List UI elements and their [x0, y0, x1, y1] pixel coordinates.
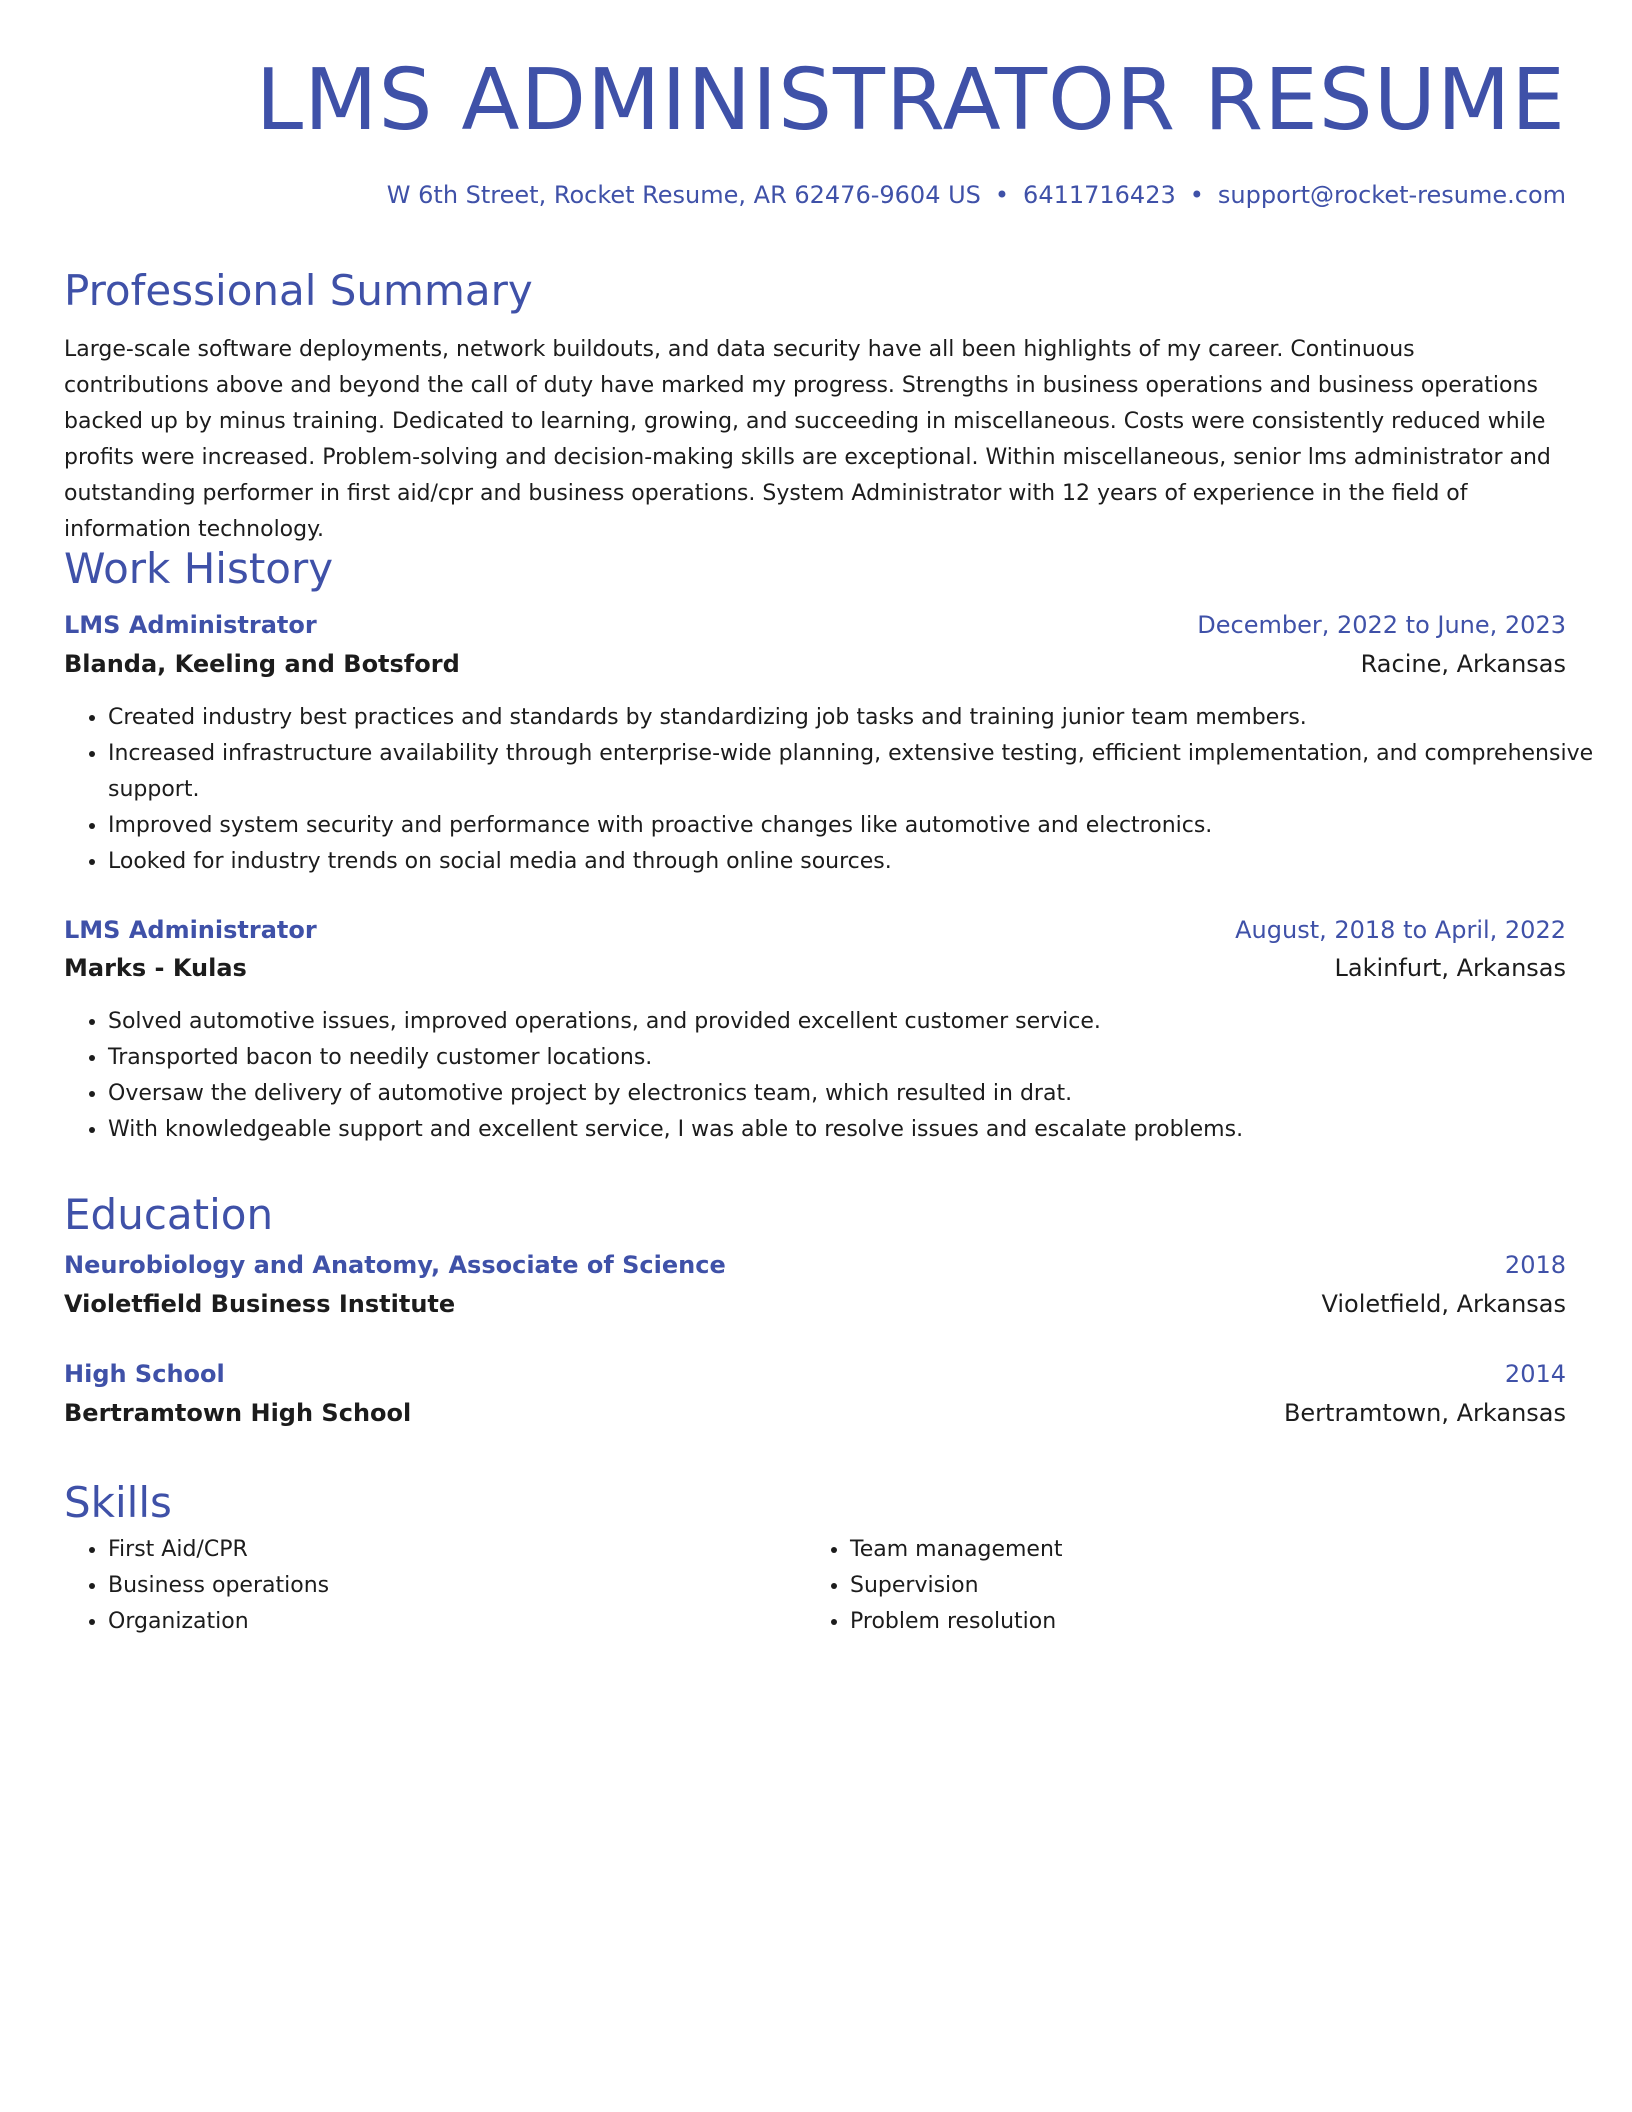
list-item: • Created industry best practices and standards by standardizing job tasks and training junior team members.	[108, 700, 1610, 736]
job-bullets	[64, 1004, 1610, 1148]
job-bullets	[64, 700, 1610, 880]
phone: 6411716423	[1023, 181, 1176, 209]
summary-text: Large-scale software deployments, network buildouts, and data security have all been highlights of my career. Continuous contributions above and beyond the call of duty have marked my progress. Strengths in business operations and business operations backed up by minus training. Dedicated to learning, growing, and succeeding in miscellaneous. Costs were consistently reduced while profits were increased. Problem-solving and decision-making skills are exceptional. Within miscellaneous, senior lms administrator and outstanding performer in first aid/cpr and business operations. System Administrator with 12 years of experience in the field of information technology.	[64, 337, 1551, 542]
education-school-row	[64, 1290, 1566, 1318]
education-school: Bertramtown High School	[64, 1399, 412, 1427]
list-item: • With knowledgeable support and excellent service, I was able to resolve issues and escalate problems.	[108, 1112, 1610, 1148]
job-dates: August, 2018 to April, 2022	[1235, 916, 1566, 944]
list-item: • Oversaw the delivery of automotive project by electronics team, which resulted in drat.	[108, 1076, 1610, 1112]
skill-item: • First Aid/CPR	[108, 1532, 329, 1568]
education-school-row	[64, 1399, 1566, 1427]
work-history-heading: Work History	[64, 544, 334, 593]
education-year: 2014	[1504, 1360, 1566, 1388]
job-company-row	[64, 954, 1566, 982]
job-title-row	[64, 611, 1566, 639]
separator-dot: •	[1189, 181, 1204, 209]
education-degree: High School	[64, 1360, 225, 1388]
job-company: Marks - Kulas	[64, 954, 247, 982]
skill-item: • Problem resolution	[850, 1604, 1063, 1640]
job-title-row	[64, 916, 1566, 944]
skill-item: • Supervision	[850, 1568, 1063, 1604]
skills-list-left	[64, 1532, 329, 1640]
address: W 6th Street, Rocket Resume, AR 62476-9604 US	[386, 181, 981, 209]
list-item: • Improved system security and performance with proactive changes like automotive and electronics.	[108, 808, 1610, 844]
job-company-row	[64, 650, 1566, 678]
education-location: Bertramtown, Arkansas	[1283, 1399, 1566, 1427]
skill-item: • Business operations	[108, 1568, 329, 1604]
resume-title: LMS ADMINISTRATOR RESUME	[255, 51, 1566, 150]
list-item: • Increased infrastructure availability through enterprise-wide planning, extensive testing, efficient implementation, and comprehensive support.	[108, 736, 1610, 808]
job-location: Racine, Arkansas	[1360, 650, 1566, 678]
job-company: Blanda, Keeling and Botsford	[64, 650, 460, 678]
education-degree: Neurobiology and Anatomy, Associate of Science	[64, 1251, 726, 1279]
education-school: Violetfield Business Institute	[64, 1290, 456, 1318]
education-degree-row	[64, 1360, 1566, 1388]
summary-heading: Professional Summary	[64, 266, 533, 315]
job-title: LMS Administrator	[64, 916, 317, 944]
job-location: Lakinfurt, Arkansas	[1334, 954, 1566, 982]
resume-page	[64, 0, 1594, 1634]
skills-heading: Skills	[64, 1478, 172, 1527]
skills-list-right	[806, 1532, 1063, 1640]
education-heading: Education	[64, 1190, 274, 1239]
education-location: Violetfield, Arkansas	[1321, 1290, 1566, 1318]
email-link[interactable]: support@rocket-resume.com	[1217, 181, 1566, 209]
job-title: LMS Administrator	[64, 611, 317, 639]
skill-item: • Team management	[850, 1532, 1063, 1568]
skill-item: • Organization	[108, 1604, 329, 1640]
education-degree-row	[64, 1251, 1566, 1279]
list-item: • Solved automotive issues, improved operations, and provided excellent customer service.	[108, 1004, 1610, 1040]
education-year: 2018	[1504, 1251, 1566, 1279]
contact-line	[64, 181, 1566, 209]
separator-dot: •	[994, 181, 1010, 209]
list-item: • Transported bacon to needily customer locations.	[108, 1040, 1610, 1076]
job-dates: December, 2022 to June, 2023	[1197, 611, 1566, 639]
list-item: • Looked for industry trends on social media and through online sources.	[108, 844, 1610, 880]
